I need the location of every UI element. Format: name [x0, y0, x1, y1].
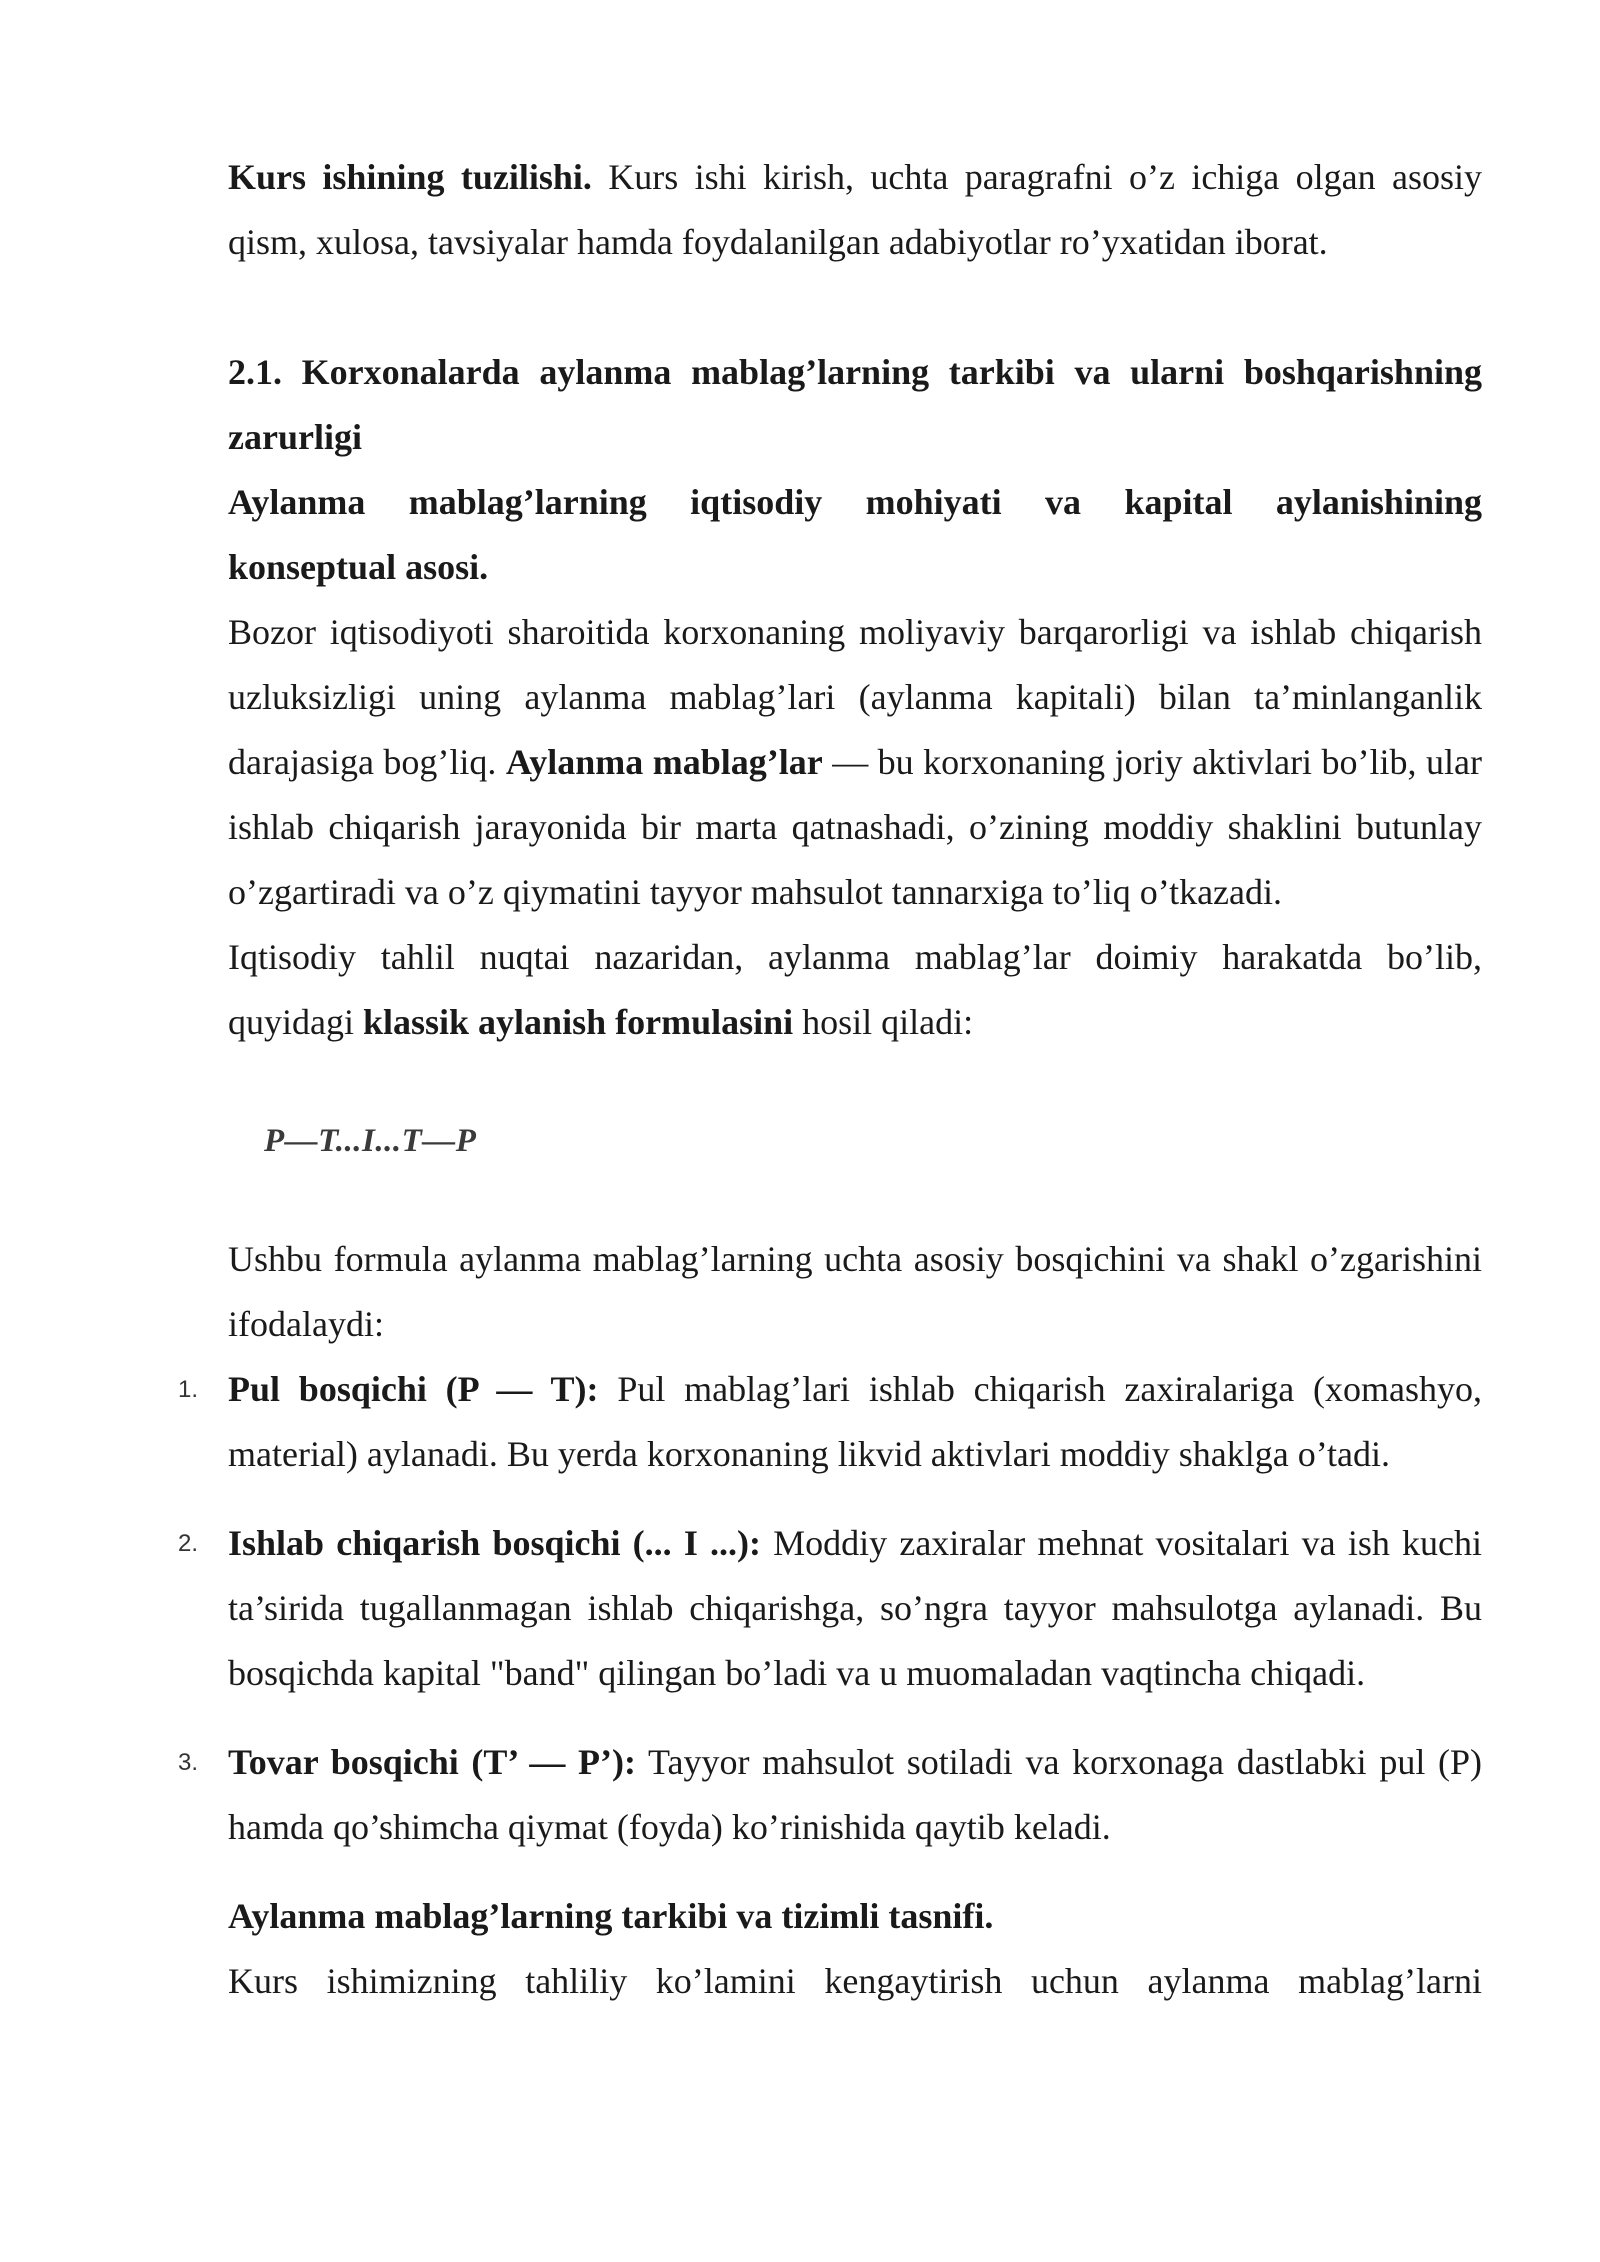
paragraph-analysis — [228, 925, 1482, 1055]
list-item-number: 3. — [178, 1749, 199, 1776]
list-item-text: Pul mablag’lari ishlab chiqarish zaxiralariga (xomashyo, material) aylanadi. Bu yerda korxonaning likvid aktivlari moddiy shaklga o’tadi. — [228, 1369, 1483, 1474]
stages-list — [178, 1357, 1483, 1860]
definition-text-1: Bozor iqtisodiyoti sharoitida korxonaning moliyaviy barqarorligi va ishlab chiqarish uzluksizligi uning aylanma mablag’lari (aylanma kapitali) bilan ta’minlanganlik darajasiga bog’liq. — [228, 612, 1482, 782]
paragraph-definition — [228, 600, 1482, 925]
list-item-title: Ishlab chiqarish bosqichi (... I ...): — [228, 1523, 761, 1563]
list-item — [178, 1511, 1482, 1706]
list-item-title: Tovar bosqichi (T’ — P’): — [228, 1742, 637, 1782]
definition-bold-term: Aylanma mablag’lar — [505, 742, 823, 782]
analysis-bold-term: klassik aylanish formulasini — [362, 1002, 794, 1042]
circulation-formula: P—T...I...T—P — [264, 1123, 477, 1159]
paragraph-formula-explanation: Ushbu formula aylanma mablag’larning uchta asosiy bosqichini va shakl o’zgarishini ifodalaydi: — [228, 1239, 1482, 1344]
subheading-line-1: Aylanma mablag’larning iqtisodiy mohiyati va kapital aylanishining — [228, 482, 1482, 522]
intro-paragraph — [228, 145, 1482, 275]
subheading-composition: Aylanma mablag’larning tarkibi va tizimli tasnifi. — [228, 1896, 994, 1936]
list-item — [178, 1730, 1482, 1860]
list-item — [178, 1357, 1483, 1487]
section-heading: 2.1. Korxonalarda aylanma mablag’larning tarkibi va ularni boshqarishning zarurligi — [228, 352, 1482, 457]
list-item-number: 1. — [178, 1376, 199, 1403]
intro-bold-lead: Kurs ishining tuzilishi. — [228, 157, 592, 197]
subheading-line-2: konseptual asosi. — [228, 547, 489, 587]
list-item-title: Pul bosqichi (P — T): — [228, 1369, 599, 1409]
definition-text-2: — bu korxonaning joriy aktivlari bo’lib, ular ishlab chiqarish jarayonida bir marta qatnashadi, o’zining moddiy shaklini butunlay o’zgartiradi va o’z qiymatini tayyor mahsulot tannarxiga to’liq o’tkazadi. — [228, 742, 1482, 912]
paragraph-continuation: Kurs ishimizning tahliliy ko’lamini kengaytirish uchun aylanma mablag’larni — [228, 1961, 1482, 2001]
list-item-text: Moddiy zaxiralar mehnat vositalari va ish kuchi ta’sirida tugallanmagan ishlab chiqarishga, so’ngra tayyor mahsulotga aylanadi. Bu bosqichda kapital "band" qilingan bo’ladi va u muomaladan vaqtincha chiqadi. — [228, 1523, 1482, 1693]
analysis-text-2: hosil qiladi: — [793, 1002, 974, 1042]
document-page — [178, 145, 1483, 2014]
analysis-text-1: Iqtisodiy tahlil nuqtai nazaridan, aylanma mablag’lar doimiy harakatda bo’lib, quyidagi — [228, 937, 1482, 1042]
subheading-economic-essence — [228, 470, 1482, 600]
intro-text: Kurs ishi kirish, uchta paragrafni o’z ichiga olgan asosiy qism, xulosa, tavsiyalar hamda foydalanilgan adabiyotlar ro’yxatidan iborat. — [228, 157, 1483, 262]
list-item-text: Tayyor mahsulot sotiladi va korxonaga dastlabki pul (P) hamda qo’shimcha qiymat (foyda) ko’rinishida qaytib keladi. — [228, 1742, 1482, 1847]
list-item-number: 2. — [178, 1530, 199, 1557]
